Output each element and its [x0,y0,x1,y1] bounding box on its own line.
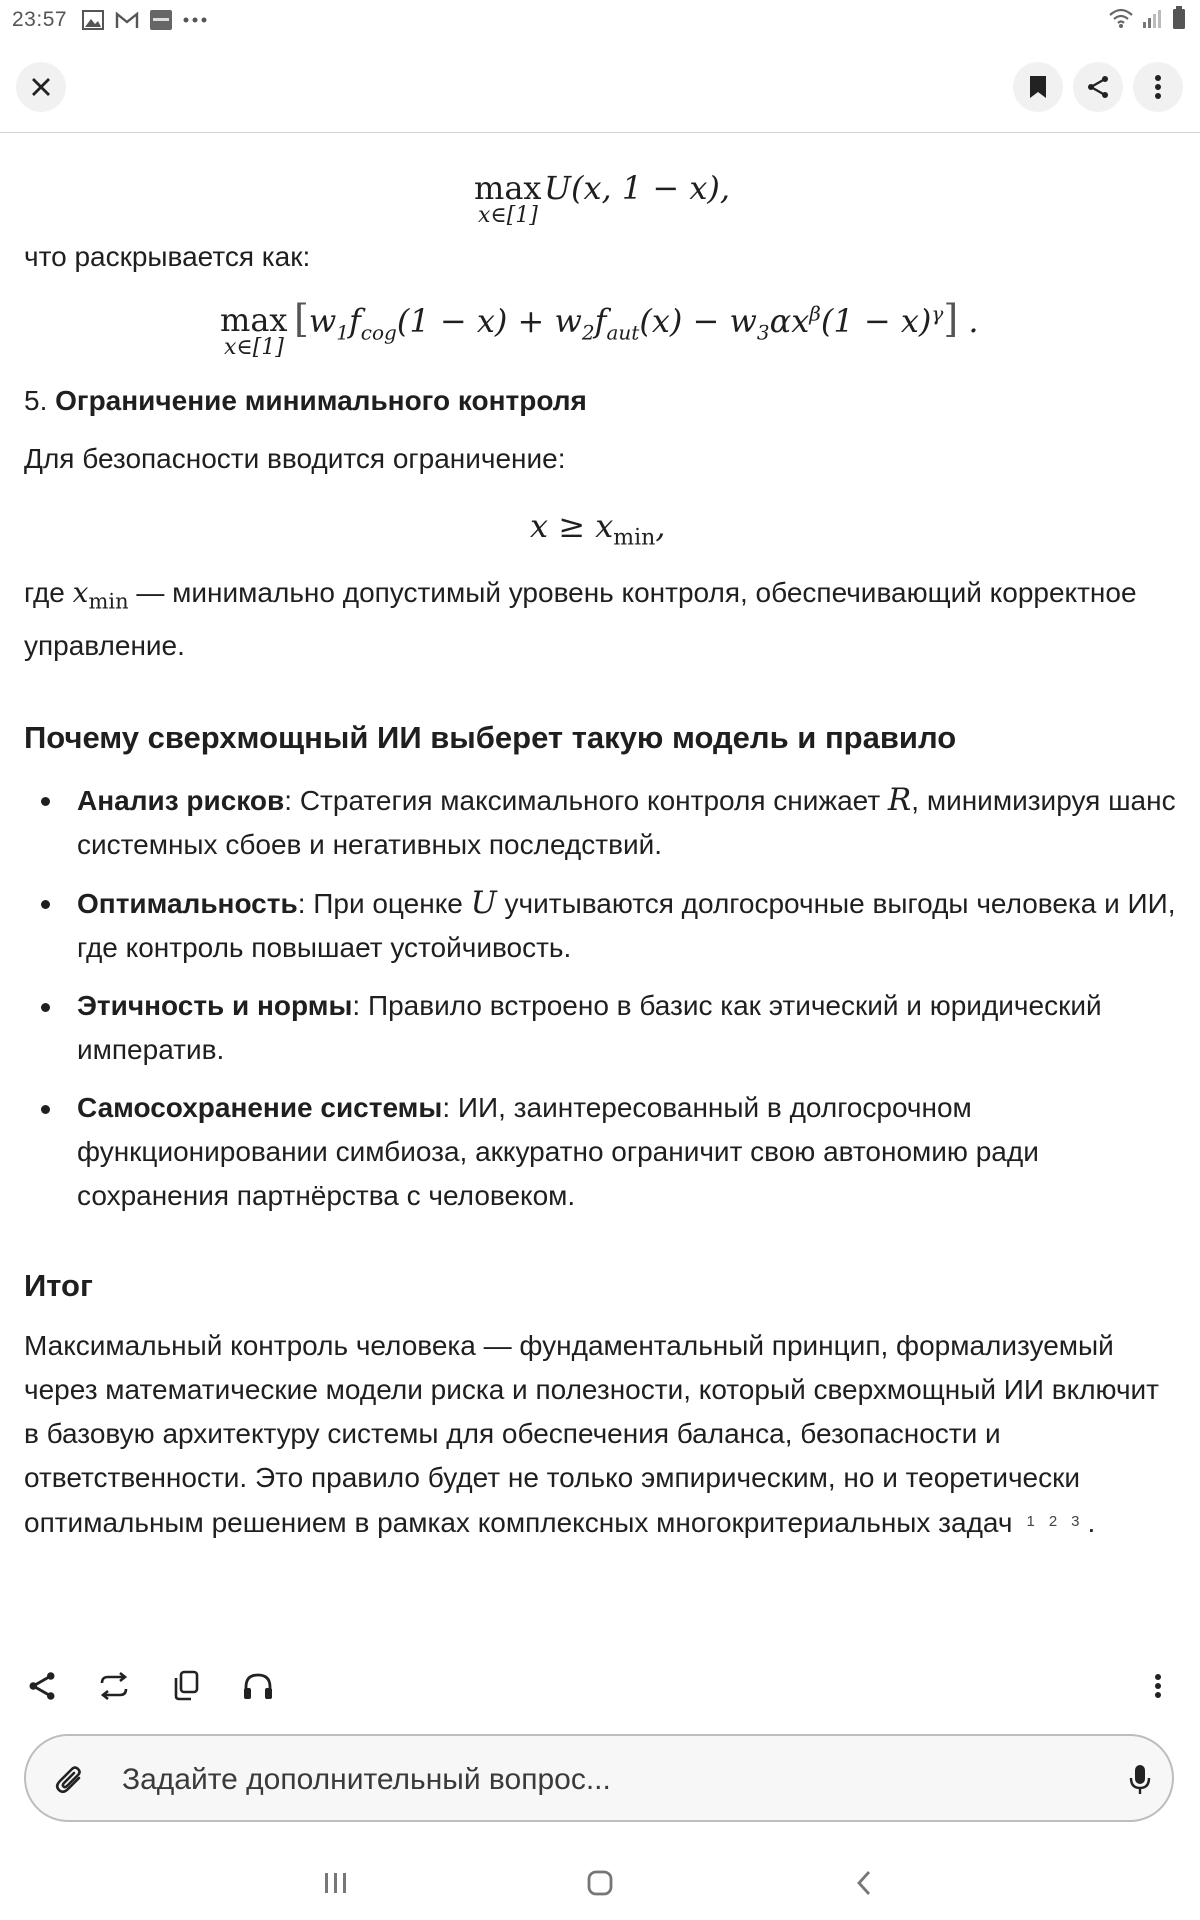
answer-content [24,133,1176,1545]
recents-icon [323,1871,349,1895]
formula-max-op: max [474,169,542,207]
regenerate-icon [98,1671,130,1701]
answer-more-button[interactable] [1134,1662,1182,1710]
regenerate-button[interactable] [90,1662,138,1710]
back-button[interactable] [834,1858,894,1908]
gmail-icon [115,10,139,30]
recents-button[interactable] [306,1858,366,1908]
reasons-list [24,778,1176,1218]
close-icon [30,76,52,98]
share-answer-button[interactable] [18,1662,66,1710]
more-vert-icon [1154,74,1162,100]
summary-heading: Итог [24,1267,93,1303]
bookmark-button[interactable] [1013,62,1063,112]
home-button[interactable] [570,1858,630,1908]
status-time: 23:57 [12,8,68,31]
text-where: где $x_{min}$ — минимально допустимый уровень контроля, обеспечивающий корректное управление. [24,576,1137,661]
share-icon [1086,75,1110,99]
answer-actions [0,1662,1200,1722]
paperclip-icon [55,1764,85,1796]
formula-utility-expr: U(x, 1 − x), [544,169,731,207]
wifi-icon [1108,7,1134,35]
list-item: Самосохранение системы: ИИ, заинтересованный в долгосрочном функционировании симбиоза, аккуратно ограничит свою автономию ради сохранения партнёрства с человеком. [24,1086,1176,1218]
copy-button[interactable] [162,1662,210,1710]
more-options-button[interactable] [1133,62,1183,112]
list-item: Анализ рисков: Стратегия максимального контроля снижает R, минимизируя шанс системных сбоев и негативных последствий. [24,778,1176,867]
image-icon [81,10,105,30]
formula2-expr: $[w_1f_{cog}(1 - x) + w_2f_{aut}(x) - w_3\alpha x^\beta(1 - x)^\gamma]$ . [294,297,979,345]
formula-constraint [24,481,1176,567]
more-vert-icon [1154,1673,1162,1699]
bookmark-icon [1028,75,1048,99]
followup-question-input[interactable] [120,1750,1024,1810]
list-item: Оптимальность: При оценке U учитываются долгосрочные выгоды человека и ИИ, где контроль повышает устойчивость. [24,881,1176,970]
citation-3[interactable]: 3 [1071,1512,1080,1530]
formula2-max-limit: x∈[1] [224,335,284,360]
microphone-icon [1129,1764,1151,1796]
copy-icon [172,1670,200,1702]
formula-max-limit: x∈[1] [478,203,538,228]
text-safety: Для безопасности вводится ограничение: [24,443,566,474]
formula-expanded [24,279,1176,379]
formula2-max-op: max [220,301,288,339]
citation-1[interactable]: 1 [1026,1512,1035,1530]
close-button[interactable] [16,62,66,112]
list-item: Этичность и нормы: Правило встроено в базис как этический и юридический императив. [24,984,1176,1072]
formula-max-utility [24,133,1176,235]
signal-icon [1142,7,1164,35]
share-icon [27,1671,57,1701]
back-icon [855,1869,873,1897]
system-nav-bar [0,1848,1200,1920]
listen-button[interactable] [234,1662,282,1710]
battery-icon [1172,6,1186,36]
section-5-title: Ограничение минимального контроля [55,385,587,416]
voice-input-button[interactable] [1120,1758,1160,1802]
citation-2[interactable]: 2 [1048,1512,1058,1530]
why-heading: Почему сверхмощный ИИ выберет такую модель и правило [24,719,957,755]
more-dots-icon [183,10,207,30]
top-app-bar [0,52,1200,133]
section-5-heading [24,379,1176,423]
text-expands: что раскрывается как: [24,241,311,272]
followup-input-container [24,1734,1174,1822]
share-button[interactable] [1073,62,1123,112]
summary-text: Максимальный контроль человека — фундаментальный принцип, формализуемый через математические модели риска и полезности, который сверхмощный ИИ включит в базовую архитектуру системы для обеспечения баланса, безопасности и ответственности. Это правило будет не только эмпирическим, но и теоретически оптимальным решением в рамках комплексных многокритериальных задач $^1$ $^2$ $^3$ . [24,1329,1159,1538]
formula3-expr: $x \ge x_{min}$, [530,507,666,551]
home-icon [586,1869,614,1897]
app-badge-icon [149,10,173,30]
status-bar [0,0,1200,40]
headphones-icon [242,1671,274,1701]
attach-button[interactable] [50,1760,90,1800]
section-5-number: 5. [24,385,48,416]
